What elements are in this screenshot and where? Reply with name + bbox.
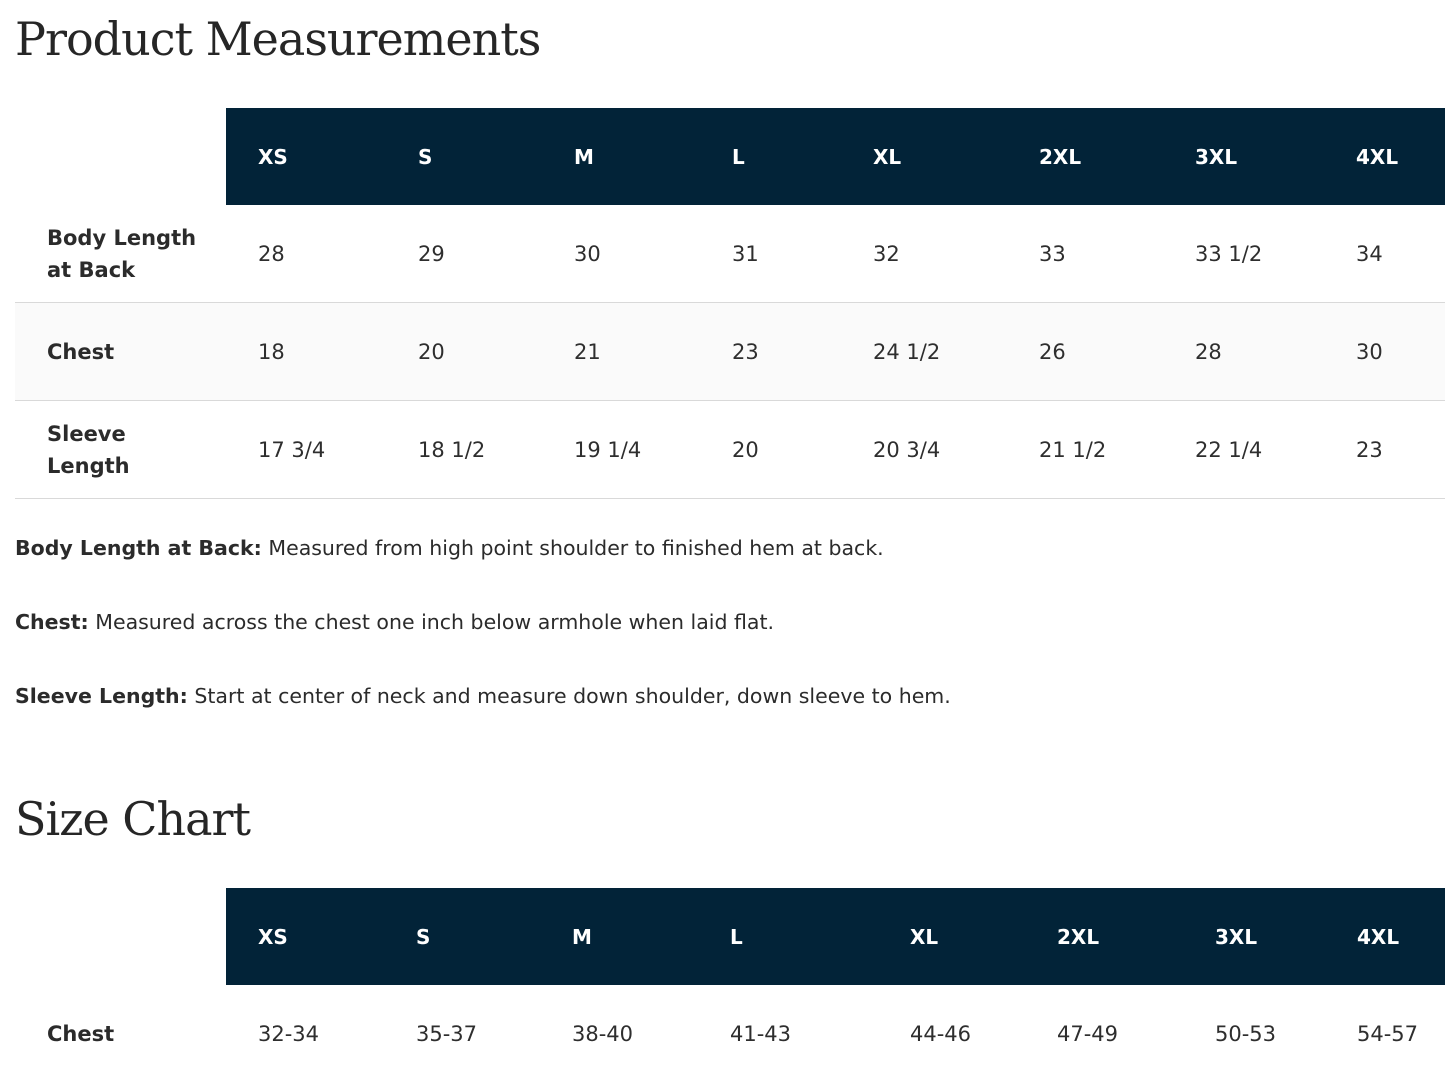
- table-cell: 20 3/4: [841, 401, 1007, 499]
- table-cell: 47-49: [1057, 1021, 1119, 1046]
- table-cell: 20: [386, 303, 542, 401]
- definition-text: Start at center of neck and measure down shoulder, down sleeve to hem.: [187, 684, 951, 708]
- size-chart-table: [15, 888, 1445, 1082]
- size-header-row: [15, 108, 1445, 205]
- table-cell: 30: [542, 205, 700, 303]
- table-cell: 19 1/4: [542, 401, 700, 499]
- row-label-chest: Chest: [47, 1021, 115, 1046]
- table-cell: 35-37: [416, 1021, 478, 1046]
- product-measurements-table: [15, 108, 1445, 499]
- table-row: [15, 985, 1445, 1082]
- table-cell: 44-46: [910, 1021, 972, 1046]
- size-header-xl: XL: [852, 888, 1010, 985]
- table-cell: 34: [1324, 205, 1445, 303]
- size-header-4xl: 4XL: [1325, 888, 1445, 985]
- table-corner: [15, 108, 226, 205]
- row-label-chest: Chest: [15, 303, 226, 401]
- table-cell: 54-57: [1357, 1021, 1419, 1046]
- size-header-l: L: [700, 108, 841, 205]
- definition-term: Body Length at Back:: [15, 536, 262, 560]
- size-header-2xl: 2XL: [1007, 108, 1163, 205]
- table-cell: 26: [1007, 303, 1163, 401]
- size-header-s: S: [386, 108, 542, 205]
- table-cell: 22 1/4: [1163, 401, 1324, 499]
- table-cell: 18 1/2: [386, 401, 542, 499]
- table-cell: 28: [226, 205, 386, 303]
- row-label-body-length: [15, 205, 226, 303]
- product-measurements-title: Product Measurements: [15, 12, 541, 66]
- table-cell: 33: [1007, 205, 1163, 303]
- table-cell: 32-34: [258, 1021, 320, 1046]
- table-cell: 33 1/2: [1163, 205, 1324, 303]
- table-cell: 24 1/2: [841, 303, 1007, 401]
- size-header-3xl: 3XL: [1168, 888, 1325, 985]
- row-label-text: Sleeve Length: [47, 421, 130, 478]
- table-cell: 50-53: [1215, 1021, 1277, 1046]
- definition-text: Measured from high point shoulder to finished hem at back.: [261, 536, 884, 560]
- table-cell: 18: [226, 303, 386, 401]
- table-row: [15, 303, 1445, 401]
- size-header-s: S: [384, 888, 540, 985]
- table-cell: 30: [1324, 303, 1445, 401]
- table-row: [15, 205, 1445, 303]
- size-header-xl: XL: [841, 108, 1007, 205]
- table-cell: 23: [700, 303, 841, 401]
- table-cell: 20: [700, 401, 841, 499]
- table-cell: 31: [700, 205, 841, 303]
- table-cell: 28: [1163, 303, 1324, 401]
- row-label-text: Body Length at Back: [47, 225, 197, 282]
- definition-term: Sleeve Length:: [15, 684, 188, 708]
- table-cell: 29: [386, 205, 542, 303]
- table-cell: 38-40: [572, 1021, 634, 1046]
- table-corner: [15, 888, 226, 985]
- size-header-4xl: 4XL: [1324, 108, 1445, 205]
- table-cell: 21 1/2: [1007, 401, 1163, 499]
- table-cell: 17 3/4: [226, 401, 386, 499]
- size-chart-title: Size Chart: [15, 792, 251, 846]
- definition-term: Chest:: [15, 610, 89, 634]
- size-header-l: L: [698, 888, 852, 985]
- table-cell: 21: [542, 303, 700, 401]
- definition-sleeve-length: [15, 683, 1415, 710]
- size-header-row: [15, 888, 1445, 985]
- table-cell: 41-43: [730, 1021, 792, 1046]
- size-header-2xl: 2XL: [1010, 888, 1168, 985]
- size-header-xs: XS: [226, 888, 384, 985]
- definition-body-length: [15, 535, 1415, 562]
- size-header-m: M: [540, 888, 698, 985]
- size-header-m: M: [542, 108, 700, 205]
- definition-chest: [15, 609, 1415, 636]
- size-header-3xl: 3XL: [1163, 108, 1324, 205]
- size-header-xs: XS: [226, 108, 386, 205]
- measurement-definitions: [15, 535, 1415, 757]
- definition-text: Measured across the chest one inch below armhole when laid flat.: [88, 610, 775, 634]
- row-label-sleeve-length: [15, 401, 226, 499]
- table-cell: 23: [1324, 401, 1445, 499]
- table-row: [15, 401, 1445, 499]
- table-cell: 32: [841, 205, 1007, 303]
